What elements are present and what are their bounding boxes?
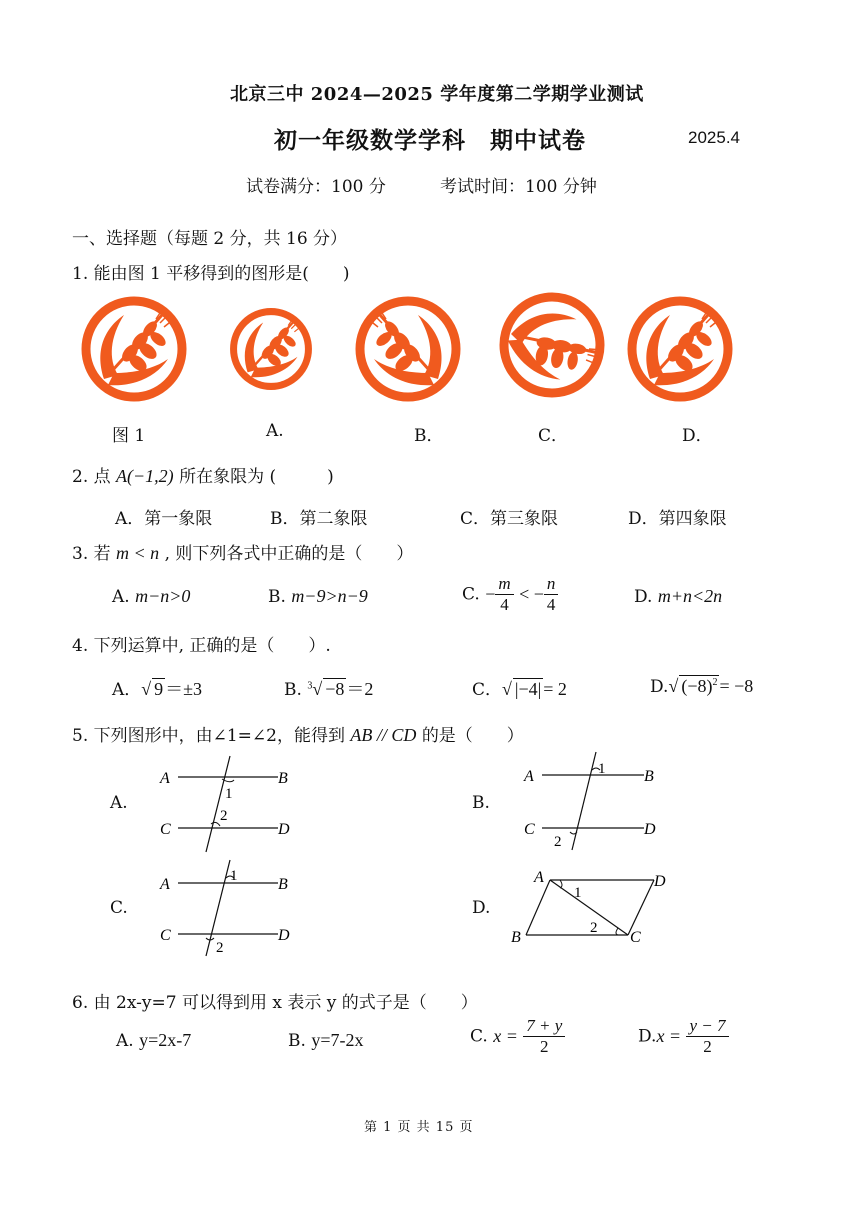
q3-stem-suffix: , 则下列各式中正确的是（ ） — [164, 544, 414, 564]
q4-option-b: B. $^3$√ −8 ＝2 — [284, 679, 374, 700]
q6-option-c — [470, 1016, 565, 1057]
q3-option-c-mid: < − — [519, 584, 544, 604]
q5-stem-suffix: 的是（ ） — [421, 726, 524, 746]
q4-option-c-radicand: |−4| — [514, 679, 542, 699]
q2-option-c: C．第三象限 — [460, 509, 559, 529]
q5-stem — [72, 721, 524, 746]
q4-option-d-label: D. — [650, 677, 669, 697]
q6-option-a — [116, 1030, 191, 1051]
label-a: A — [160, 770, 170, 787]
wheat-emblem-icon — [86, 301, 182, 397]
q3-option-c-minus: − — [485, 584, 496, 604]
label-d: D — [278, 927, 290, 944]
q4-option-d-exponent: 2 — [712, 677, 718, 688]
q5-diagram-a — [150, 752, 310, 856]
angle-1: 1 — [230, 868, 238, 884]
q3-option-c — [462, 574, 558, 615]
label-d: D — [654, 873, 666, 890]
q5-diagram-c — [150, 856, 310, 960]
label-c: C — [160, 927, 171, 944]
q4-option-a-label: A． — [112, 680, 142, 700]
q3-option-c-frac1 — [495, 574, 513, 615]
q2-option-d: D．第四象限 — [628, 509, 727, 529]
q3-option-c-frac2 — [544, 574, 559, 615]
q5-diagram-b — [512, 748, 672, 856]
q6-option-b-expr: y=7-2x — [311, 1030, 364, 1050]
q4-option-b-label: B. — [284, 680, 302, 700]
q6-stem: 6. 由 2x-y=7 可以得到用 x 表示 y 的式子是（ ） — [72, 993, 478, 1013]
q4-option-b-rest: ＝2 — [346, 679, 374, 699]
q6-option-d-frac — [686, 1016, 728, 1057]
q4-option-c-label: C． — [472, 680, 503, 700]
q3-option-a-expr: m−n>0 — [135, 586, 191, 606]
q3-option-d-label: D. — [634, 587, 653, 607]
label-d: D — [644, 821, 656, 838]
label-b: B — [644, 768, 654, 785]
label-b: B — [511, 929, 521, 946]
q4-option-d: D.√ $(-8)^2 = -8$ — [650, 676, 754, 697]
q1-label-fig1: 图 1 — [112, 426, 146, 446]
q4-stem: 4. 下列运算中, 正确的是（ ）. — [72, 636, 331, 656]
q3-option-c-label: C. — [462, 584, 480, 605]
angle-2: 2 — [220, 808, 228, 824]
q1-stem: 1. 能由图 1 平移得到的图形是( ) — [72, 264, 350, 284]
label-c: C — [630, 929, 641, 946]
angle-1: 1 — [574, 885, 582, 901]
q6-option-c-lhs: x = — [493, 1026, 518, 1046]
q3-option-d — [634, 586, 722, 607]
frac-numerator: n — [544, 574, 559, 595]
q6-option-b — [288, 1030, 363, 1051]
q2-stem — [72, 462, 334, 487]
frac-denominator: 2 — [540, 1037, 549, 1056]
q1-label-c: C． — [538, 426, 569, 446]
q6-option-b-label: B. — [288, 1031, 306, 1051]
school-line: 北京三中 2024—2025 学年度第二学期学业测试 — [230, 84, 644, 105]
q6-option-a-expr: y=2x-7 — [139, 1030, 192, 1050]
q2-stem-suffix: 所在象限为 ( ) — [179, 467, 334, 487]
q3-stem-prefix: 3. 若 — [72, 544, 111, 564]
label-a: A — [534, 869, 544, 886]
label-b: B — [278, 876, 288, 893]
page-footer: 第 1 页 共 15 页 — [364, 1120, 474, 1135]
q1-label-a: A. — [266, 421, 284, 441]
page-title: 初一年级数学学科 期中试卷 — [274, 127, 586, 154]
label-b: B — [278, 770, 288, 787]
q2-stem-prefix: 2. 点 — [72, 467, 111, 487]
q6-option-d — [638, 1016, 729, 1057]
frac-denominator: 4 — [546, 595, 556, 614]
section-title: 一、选择题（每题 2 分，共 16 分） — [72, 229, 348, 249]
q4-option-b-radicand: −8 — [325, 679, 345, 699]
q3-option-b-expr: m−9>n−9 — [291, 586, 368, 606]
exam-score-info: 试卷满分：100 分 — [246, 177, 386, 197]
label-a: A — [524, 768, 534, 785]
label-a: A — [160, 876, 170, 893]
q4-option-b-index: 3 — [307, 680, 313, 692]
q5-option-c-label: C. — [110, 898, 128, 918]
label-c: C — [524, 821, 535, 838]
q1-label-b: B． — [414, 426, 444, 446]
q4-option-a-radicand: 9 — [154, 679, 164, 699]
q4-option-d-rest: = −8 — [719, 676, 754, 696]
q5-option-a-label: A. — [110, 793, 128, 813]
q4-option-d-radicand: (−8) — [681, 676, 713, 696]
label-c: C — [160, 821, 171, 838]
frac-denominator: 4 — [500, 595, 509, 614]
wheat-emblem-icon-d — [632, 301, 728, 397]
q5-diagram-d — [508, 866, 694, 950]
q4-option-c-rest: = 2 — [543, 679, 567, 699]
angle-2: 2 — [590, 920, 598, 936]
angle-2: 2 — [554, 834, 562, 850]
q5-option-b-label: B. — [472, 793, 490, 813]
wheat-emblem-icon-c — [486, 290, 617, 410]
label-d: D — [278, 821, 290, 838]
q2-point: A(−1,2) — [116, 466, 174, 486]
q6-option-a-label: A. — [116, 1031, 134, 1051]
q4-option-a-rest: ＝±3 — [165, 679, 203, 699]
exam-time-info: 考试时间：100 分钟 — [440, 177, 597, 197]
q3-option-a-label: A. — [112, 587, 130, 607]
q1-label-d: D． — [682, 426, 713, 446]
wheat-emblem-icon-a — [234, 312, 309, 387]
q5-stem-prefix: 5. 下列图形中，由∠1=∠2，能得到 — [72, 726, 345, 746]
wheat-emblem-icon-b — [360, 301, 456, 397]
q6-option-c-frac — [523, 1016, 565, 1057]
q3-condition: m < n — [116, 543, 160, 563]
q4-option-c: C．√ |−4| = 2 — [472, 679, 567, 700]
frac-numerator: y − 7 — [686, 1016, 728, 1037]
frac-numerator: m — [495, 574, 513, 595]
q5-stem-math: AB // CD — [350, 725, 417, 745]
q3-option-a — [112, 586, 190, 607]
frac-denominator: 2 — [703, 1037, 712, 1056]
q3-option-b-label: B. — [268, 587, 286, 607]
q6-option-c-label: C. — [470, 1026, 488, 1047]
q4-option-d-radical — [679, 675, 719, 697]
q3-option-d-expr: m+n<2n — [657, 586, 723, 606]
q3-stem — [72, 539, 413, 564]
q3-option-b — [268, 586, 368, 607]
q6-option-d-lhs: x = — [656, 1026, 682, 1046]
q2-option-b: B．第二象限 — [270, 509, 368, 529]
q1-figures — [0, 290, 860, 410]
angle-1: 1 — [225, 786, 233, 802]
q2-option-a: A．第一象限 — [115, 509, 213, 529]
angle-2: 2 — [216, 940, 224, 956]
q4-option-a: A．√ 9 ＝±3 — [112, 679, 203, 700]
frac-numerator: 7 + y — [523, 1016, 565, 1037]
angle-1: 1 — [598, 761, 606, 777]
q6-option-d-label: D. — [638, 1026, 657, 1047]
exam-date: 2025.4 — [688, 128, 740, 147]
q5-option-d-label: D. — [472, 898, 491, 918]
